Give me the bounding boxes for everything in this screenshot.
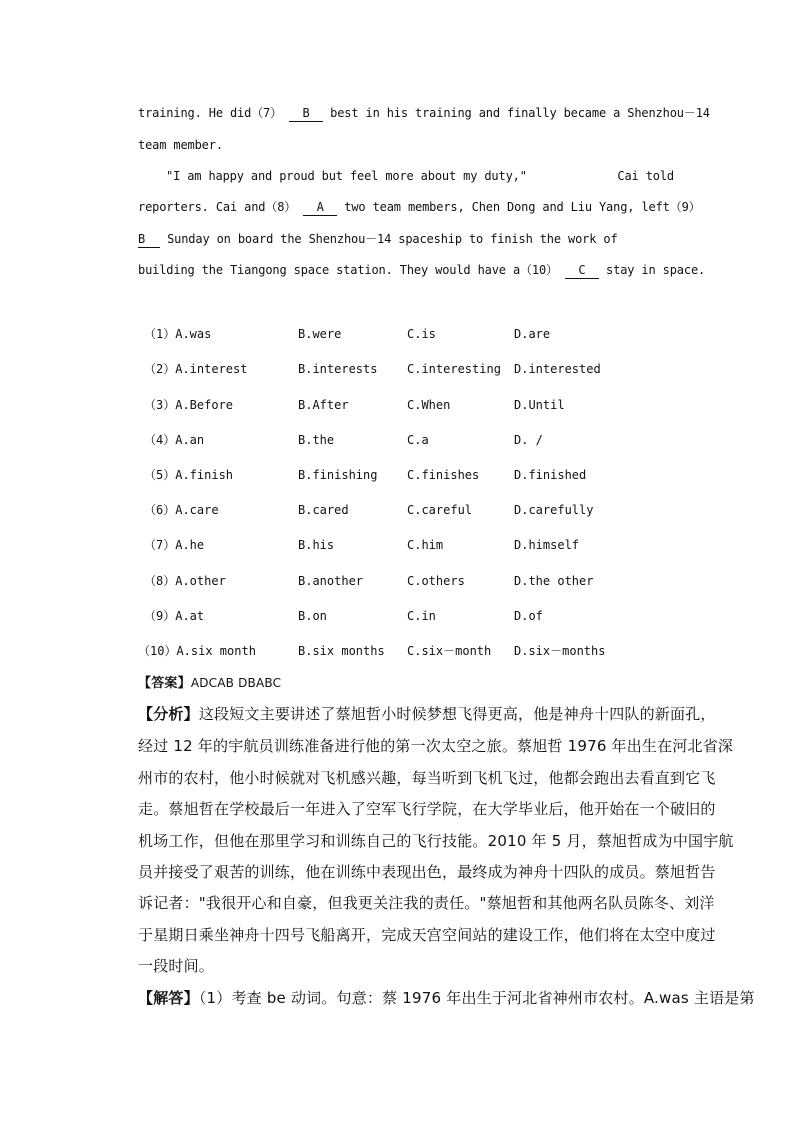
option-c: C.finishes	[407, 468, 480, 482]
analysis-line-3: 州市的农村，他小时候就对飞机感兴趣，每当听到飞机飞过，他都会跑出去看直到它飞	[138, 769, 716, 787]
blank-9: B	[138, 231, 160, 248]
passage-text: reporters. Cai and（8）	[138, 200, 297, 214]
passage-text: best in his training and finally became a Shenzhou－14	[330, 106, 710, 120]
option-number: （5）A.finish	[144, 468, 234, 482]
blank-7: B	[289, 105, 323, 122]
passage-text: building the Tiangong space station. They would have a（10）	[138, 263, 558, 277]
passage-line-1	[138, 105, 710, 122]
option-b: B.cared	[298, 503, 349, 517]
option-c: C.in	[407, 609, 436, 623]
option-b: B.six months	[298, 644, 385, 658]
option-c: C.interesting	[407, 362, 501, 376]
blank-10: C	[565, 262, 599, 279]
solution-text: （1）考查 be 动词。句意：蔡 1976 年出生于河北省神州市农村。A.was 主语是第	[198, 989, 755, 1007]
option-row	[144, 467, 664, 483]
option-row	[144, 573, 664, 589]
option-c: C.a	[407, 433, 429, 447]
option-row	[144, 502, 664, 518]
option-c: C.careful	[407, 503, 473, 517]
option-d: D.of	[514, 609, 543, 623]
option-row	[144, 397, 664, 413]
option-c: C.six－month	[407, 644, 492, 658]
answer-label: 【答案】	[138, 676, 191, 691]
option-d: D.finished	[514, 468, 587, 482]
option-b: B.interests	[298, 362, 378, 376]
option-number: （6）A.care	[144, 503, 219, 517]
option-d: D. /	[514, 433, 543, 447]
option-number: （7）A.he	[144, 538, 205, 552]
option-number: （3）A.Before	[144, 398, 234, 412]
answer-line	[138, 673, 678, 694]
option-b: B.were	[298, 327, 342, 341]
option-number: （9）A.at	[144, 609, 205, 623]
passage-text: two team members, Chen Dong and Liu Yang, left（9）	[344, 200, 701, 214]
passage-line-4	[138, 199, 701, 216]
option-b: B.on	[298, 609, 327, 623]
option-c: C.When	[407, 398, 451, 412]
option-row	[144, 432, 664, 448]
option-number: （4）A.an	[144, 433, 205, 447]
analysis-label: 【分析】	[138, 705, 199, 723]
option-d: D.Until	[514, 398, 565, 412]
analysis-line-8: 于星期日乘坐神舟十四号飞船离开，完成天宫空间站的建设工作，他们将在太空中度过	[138, 926, 716, 944]
option-b: B.the	[298, 433, 335, 447]
analysis-line-5: 机场工作，但他在那里学习和训练自己的飞行技能。2010 年 5 月，蔡旭哲成为中国宇航	[138, 832, 734, 850]
option-d: D.carefully	[514, 503, 594, 517]
analysis-line-7: 诉记者："我很开心和自豪，但我更关注我的责任。"蔡旭哲和其他两名队员陈冬、刘洋	[138, 894, 715, 912]
option-row	[144, 326, 664, 342]
option-number: （1）A.was	[144, 327, 212, 341]
analysis-line-9: 一段时间。	[138, 957, 215, 975]
answer-value: ADCAB DBABC	[190, 676, 282, 690]
option-d: D.himself	[514, 538, 580, 552]
option-row	[144, 361, 664, 377]
passage-line-2: team member.	[138, 138, 223, 152]
option-number: （8）A.other	[144, 574, 226, 588]
solution-line	[138, 988, 755, 1008]
option-d: D.interested	[514, 362, 601, 376]
passage-text: training. He did（7）	[138, 106, 282, 120]
option-c: C.him	[407, 538, 444, 552]
analysis-text: 这段短文主要讲述了蔡旭哲小时候梦想飞得更高，他是神舟十四队的新面孔，	[198, 705, 716, 723]
passage-line-5	[138, 231, 674, 248]
option-b: B.finishing	[298, 468, 378, 482]
option-number: （2）A.interest	[144, 362, 248, 376]
option-d: D.are	[514, 327, 551, 341]
option-c: C.others	[407, 574, 465, 588]
option-b: B.another	[298, 574, 364, 588]
passage-text: Cai told	[617, 169, 674, 183]
passage-text: "I am happy and proud but feel more about my duty,"	[166, 169, 527, 183]
passage-text: stay in space.	[606, 263, 706, 277]
blank-8: A	[303, 199, 337, 216]
option-b: B.After	[298, 398, 349, 412]
passage-text: Sunday on board the Shenzhou－14 spaceship to finish the work of	[167, 232, 618, 246]
analysis-line-6: 员并接受了艰苦的训练，他在训练中表现出色，最终成为神舟十四队的成员。蔡旭哲告	[138, 863, 716, 881]
passage-line-3	[166, 168, 674, 184]
option-d: D.six－months	[514, 644, 606, 658]
option-number: （10）A.six month	[138, 644, 256, 658]
analysis-line-1	[138, 704, 716, 724]
passage-line-6	[138, 262, 706, 279]
solution-label: 【解答】	[138, 989, 199, 1007]
option-b: B.his	[298, 538, 335, 552]
option-row	[144, 608, 664, 624]
option-row	[144, 537, 664, 553]
option-c: C.is	[407, 327, 436, 341]
analysis-line-2: 经过 12 年的宇航员训练准备进行他的第一次太空之旅。蔡旭哲 1976 年出生在河北省深	[138, 737, 734, 755]
option-row	[138, 643, 658, 659]
analysis-line-4: 走。蔡旭哲在学校最后一年进入了空军飞行学院，在大学毕业后，他开始在一个破旧的	[138, 800, 716, 818]
option-d: D.the other	[514, 574, 594, 588]
